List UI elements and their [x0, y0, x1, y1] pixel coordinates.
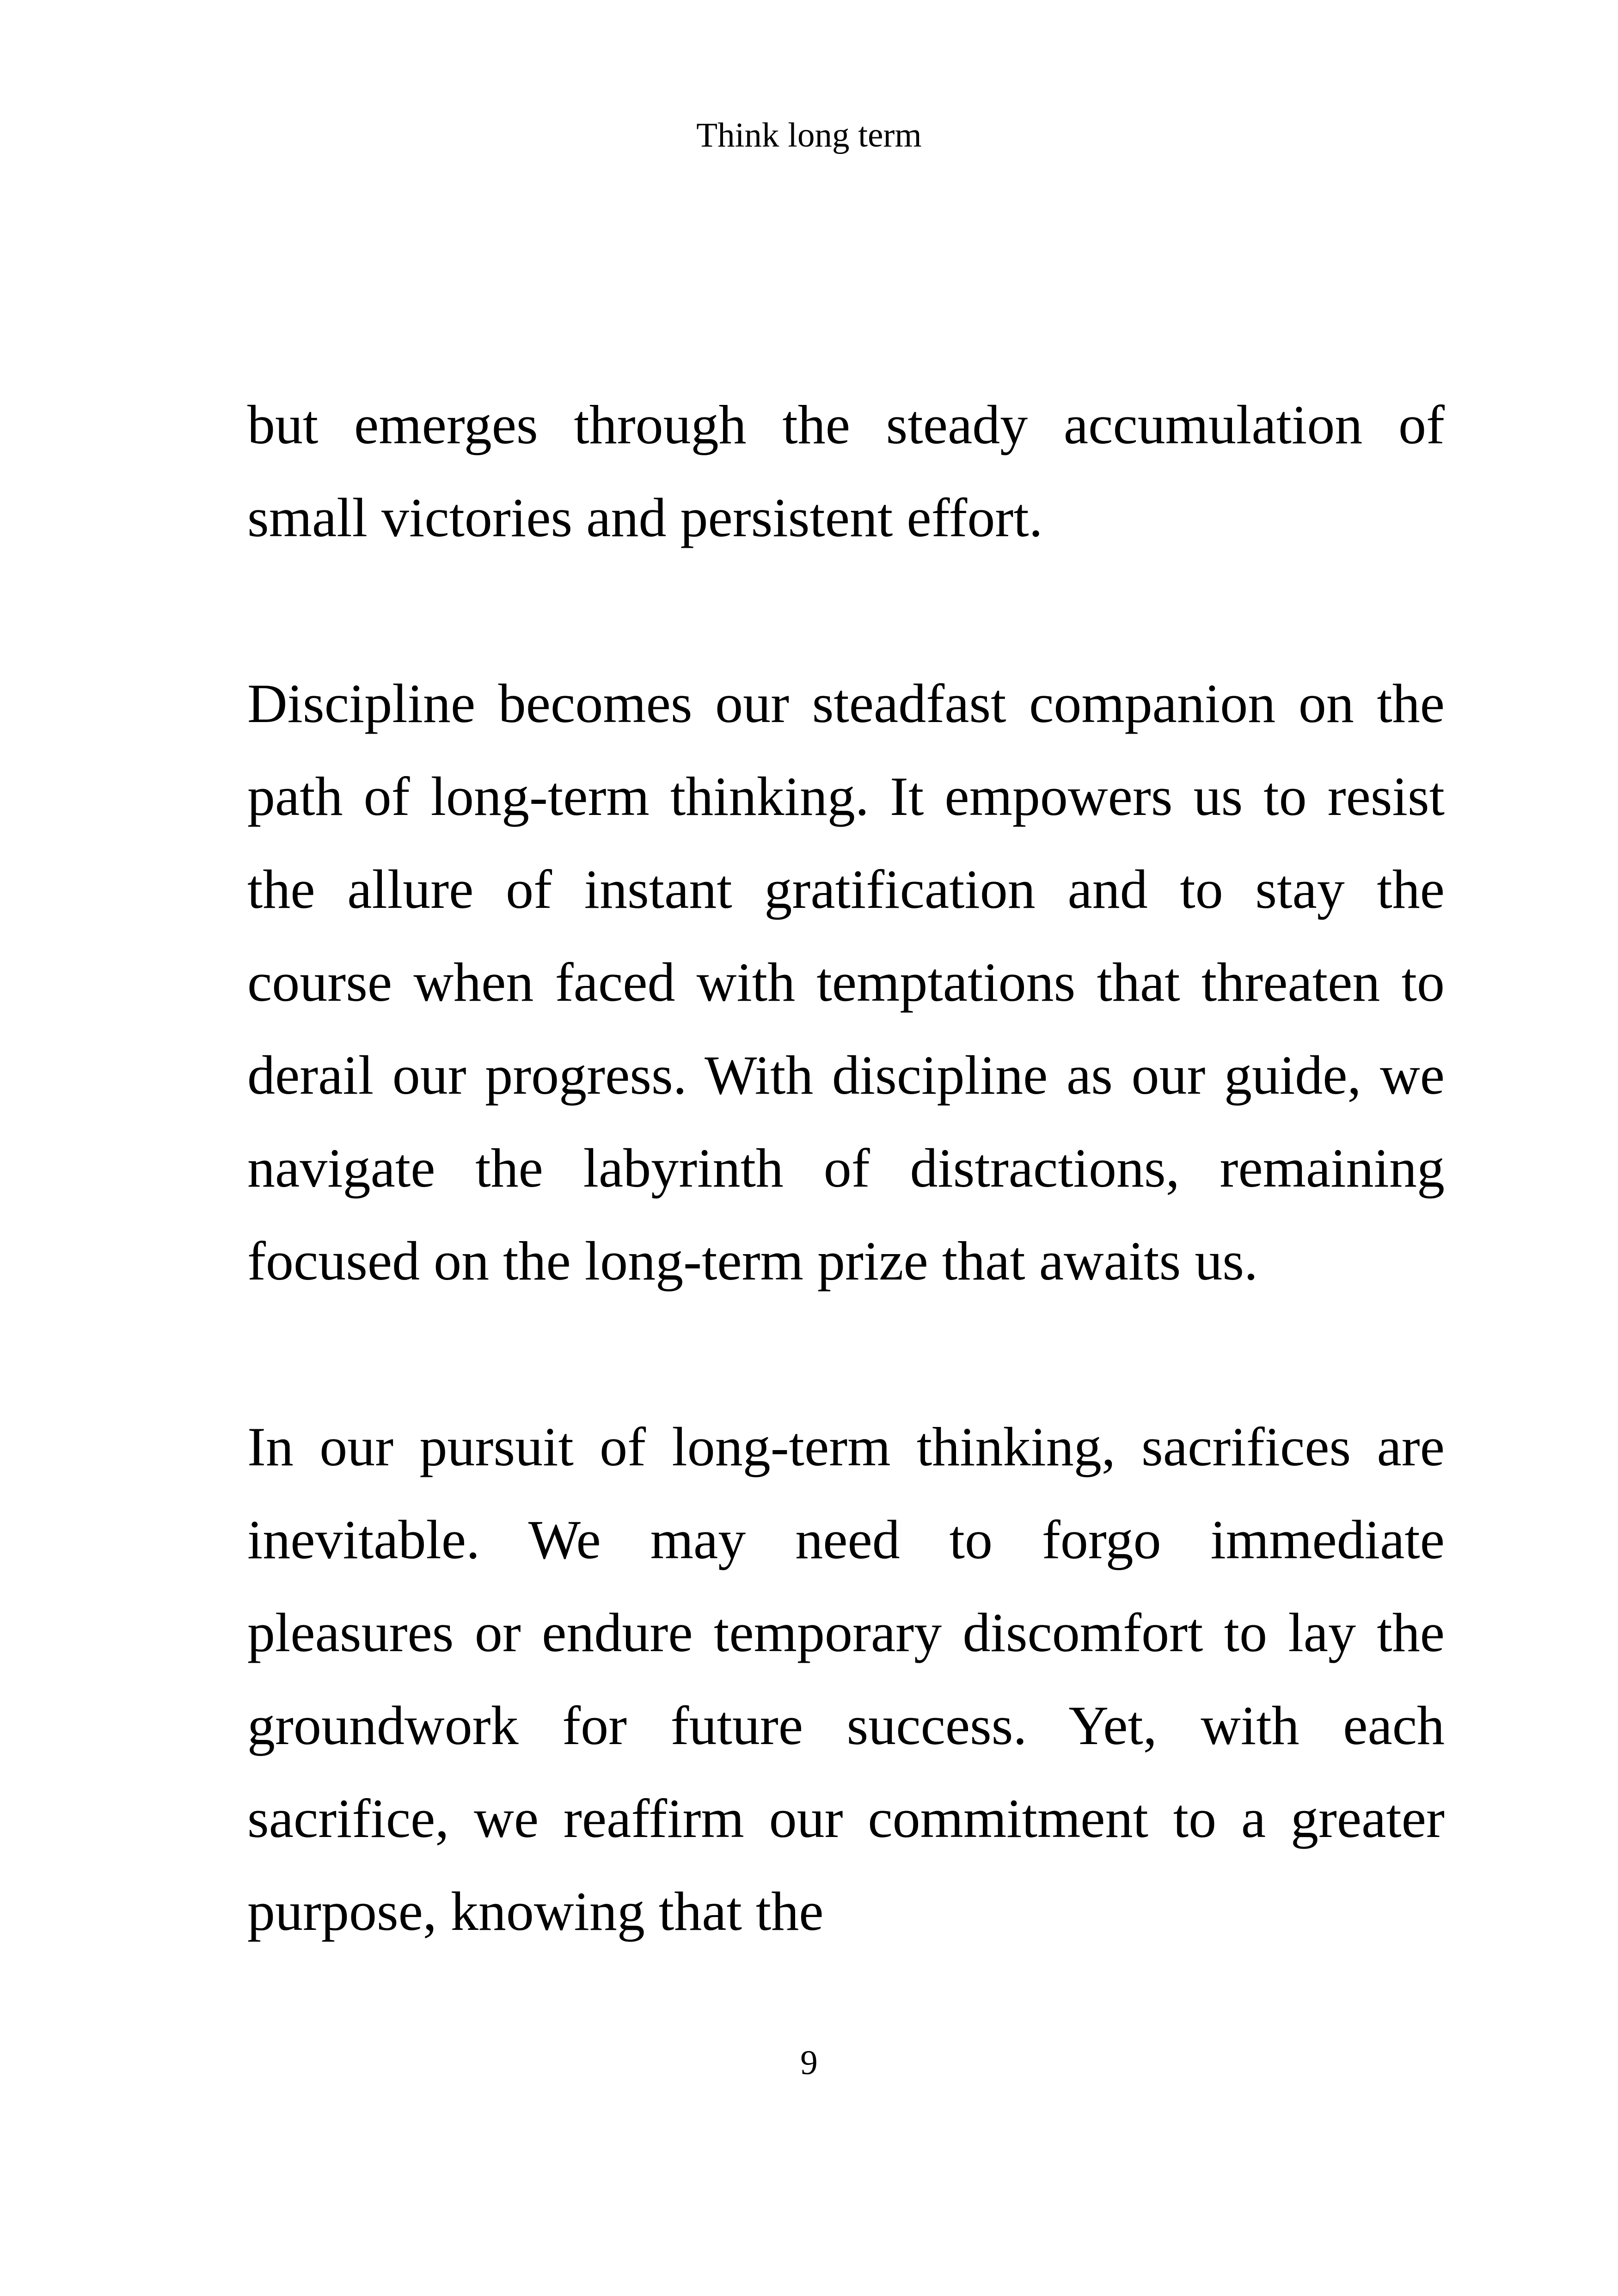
paragraph-sacrifices: In our pursuit of long-term thinking, sacrifices are inevitable. We may need to forgo immediate pleasures or endure temporary discomfort to lay the groundwork for future success. Yet, with each sacrifice, we reaffirm our commitment to a greater purpose, knowing that the: [247, 1416, 1445, 1942]
paragraph-continuation: but emerges through the steady accumulation of small victories and persistent effort.: [247, 394, 1445, 548]
body-text: [247, 378, 1445, 1958]
paragraph-discipline: Discipline becomes our steadfast companion on the path of long-term thinking. It empowers us to resist the allure of instant gratification and to stay the course when faced with temptations that threaten to derail our progress. With discipline as our guide, we navigate the labyrinth of distractions, remaining focused on the long-term prize that awaits us.: [247, 673, 1445, 1292]
running-header: Think long term: [696, 116, 922, 154]
page-number: 9: [800, 2044, 818, 2082]
